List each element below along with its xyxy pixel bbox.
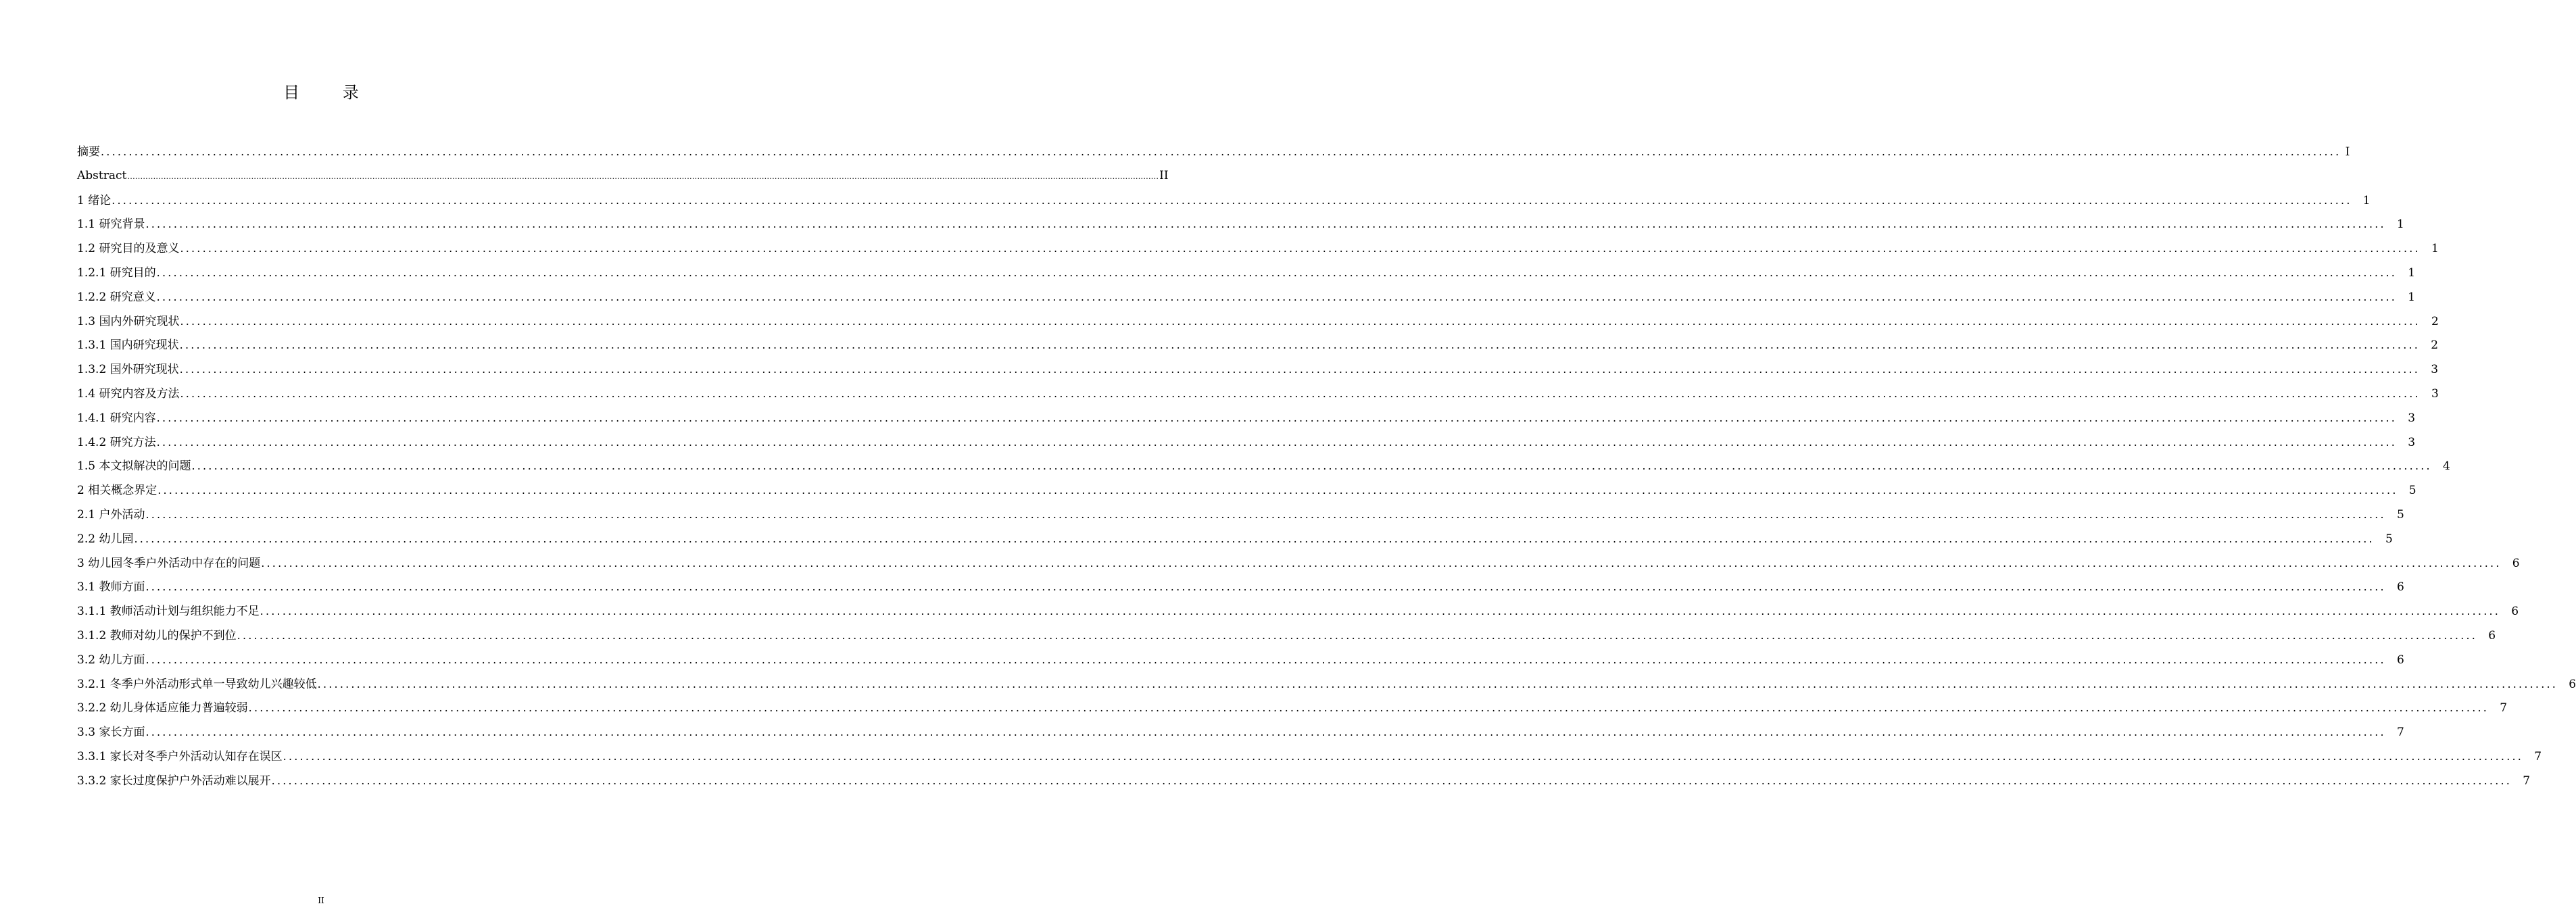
- toc-entry[interactable]: [77, 333, 2439, 357]
- toc-entry-label: 1.3.1 国内研究现状: [77, 338, 179, 353]
- toc-entry[interactable]: [77, 309, 2439, 334]
- toc-leader-dots: ................................................................................................................................................................................................................................................................................................................................................................................................................: [261, 556, 2502, 570]
- toc-leader-dots: ................................................................................................................................................................................................................................................................................................................................................................................................................: [283, 749, 2524, 763]
- toc-leader-dots: ................................................................................................................................................................................................................................................................................................................................................................................................................: [180, 314, 2421, 328]
- toc-leader-dots: ................................................................................................................................................................................................................................................................................................................................................................................................................: [157, 484, 2398, 497]
- toc-leader-dots: ................................................................................................................................................................................................................................................................................................................................................................................................................: [179, 338, 2421, 352]
- toc-leader-dots: ................................................................................................................................................................................................................................................................................................................................................................................................................: [101, 145, 2341, 158]
- table-of-contents: [77, 140, 2576, 793]
- toc-leader-dots: ................................................................................................................................................................................................................................................................................................................................................................................................................: [127, 171, 1159, 181]
- toc-entry[interactable]: [77, 478, 2416, 503]
- toc-entry-page: 6: [2488, 628, 2496, 642]
- toc-leader-dots: ................................................................................................................................................................................................................................................................................................................................................................................................................: [271, 774, 2512, 787]
- toc-entry-page: 2: [2431, 314, 2439, 328]
- toc-leader-dots: ................................................................................................................................................................................................................................................................................................................................................................................................................: [112, 193, 2352, 207]
- toc-leader-dots: ................................................................................................................................................................................................................................................................................................................................................................................................................: [145, 726, 2386, 739]
- toc-leader-dots: ................................................................................................................................................................................................................................................................................................................................................................................................................: [317, 677, 2558, 690]
- toc-entry-label: 2 相关概念界定: [77, 484, 157, 498]
- toc-leader-dots: ................................................................................................................................................................................................................................................................................................................................................................................................................: [156, 411, 2398, 424]
- toc-entry-label: 1.2.2 研究意义: [77, 290, 156, 304]
- toc-entry-page: 6: [2511, 605, 2519, 619]
- toc-entry[interactable]: [77, 648, 2404, 672]
- toc-entry[interactable]: [77, 624, 2496, 648]
- toc-entry-page: 1: [2397, 218, 2404, 232]
- toc-entry-label: 3.2 幼儿方面: [77, 653, 145, 667]
- toc-entry-label: 摘要: [77, 145, 100, 159]
- toc-entry[interactable]: [77, 357, 2439, 382]
- toc-entry-label: 1.4.1 研究内容: [77, 411, 156, 425]
- toc-leader-dots: ................................................................................................................................................................................................................................................................................................................................................................................................................: [156, 435, 2398, 449]
- toc-entry-page: 5: [2385, 532, 2393, 546]
- toc-entry-page: 2: [2431, 338, 2439, 353]
- toc-entry[interactable]: [77, 236, 2439, 261]
- toc-entry[interactable]: [77, 551, 2520, 576]
- page-title: 目 录: [283, 83, 378, 102]
- toc-entry-label: 1.3.2 国外研究现状: [77, 363, 179, 377]
- toc-entry[interactable]: [77, 527, 2393, 551]
- toc-entry-label: 1.4.2 研究方法: [77, 435, 156, 449]
- toc-entry-label: 3.3.2 家长过度保护户外活动难以展开: [77, 774, 271, 788]
- toc-entry[interactable]: [77, 188, 2371, 213]
- toc-entry[interactable]: [77, 672, 2576, 697]
- toc-entry[interactable]: [77, 406, 2416, 430]
- toc-entry-label: 1.4 研究内容及方法: [77, 386, 180, 401]
- toc-leader-dots: ................................................................................................................................................................................................................................................................................................................................................................................................................: [180, 386, 2421, 400]
- toc-entry-page: 1: [2408, 266, 2416, 280]
- toc-entry[interactable]: [77, 769, 2531, 793]
- toc-entry-page: I: [2345, 145, 2350, 159]
- toc-entry[interactable]: [77, 261, 2416, 285]
- toc-leader-dots: ................................................................................................................................................................................................................................................................................................................................................................................................................: [156, 266, 2398, 279]
- toc-entry[interactable]: [77, 285, 2416, 309]
- toc-leader-dots: ................................................................................................................................................................................................................................................................................................................................................................................................................: [179, 363, 2421, 376]
- toc-entry-page: 7: [2523, 774, 2531, 788]
- toc-entry[interactable]: [77, 745, 2542, 769]
- toc-entry-label: 1.2.1 研究目的: [77, 266, 156, 280]
- toc-entry[interactable]: [77, 164, 1169, 188]
- toc-entry-page: 5: [2408, 484, 2416, 498]
- toc-entry-page: 7: [2500, 701, 2508, 715]
- toc-entry-label: 3.3 家长方面: [77, 726, 145, 740]
- toc-entry-label: 1.1 研究背景: [77, 218, 145, 232]
- toc-entry-page: 3: [2431, 363, 2439, 377]
- toc-entry-label: 3.1 教师方面: [77, 580, 145, 595]
- toc-leader-dots: ................................................................................................................................................................................................................................................................................................................................................................................................................: [145, 218, 2386, 231]
- toc-leader-dots: ................................................................................................................................................................................................................................................................................................................................................................................................................: [145, 580, 2386, 594]
- toc-leader-dots: ................................................................................................................................................................................................................................................................................................................................................................................................................: [191, 459, 2432, 473]
- toc-entry-label: 1.5 本文拟解决的问题: [77, 459, 191, 474]
- toc-leader-dots: ................................................................................................................................................................................................................................................................................................................................................................................................................: [248, 701, 2489, 715]
- toc-entry-page: 4: [2443, 459, 2450, 474]
- toc-entry-label: 3.2.1 冬季户外活动形式单一导致幼儿兴趣较低: [77, 677, 317, 691]
- toc-entry[interactable]: [77, 599, 2519, 624]
- toc-entry-page: 7: [2534, 749, 2542, 763]
- toc-leader-dots: ................................................................................................................................................................................................................................................................................................................................................................................................................: [180, 242, 2421, 255]
- toc-entry-label: 3.1.2 教师对幼儿的保护不到位: [77, 628, 237, 642]
- toc-entry-page: 1: [2431, 242, 2439, 256]
- toc-entry-page: 1: [2362, 193, 2371, 207]
- toc-entry-label: 1 绪论: [77, 193, 112, 207]
- toc-entry-label: 2.1 户外活动: [77, 507, 145, 522]
- toc-entry-page: II: [1159, 168, 1169, 182]
- toc-entry-page: 6: [2512, 556, 2520, 570]
- toc-entry[interactable]: [77, 454, 2450, 478]
- toc-entry[interactable]: [77, 696, 2508, 720]
- toc-entry-page: 3: [2408, 435, 2416, 449]
- toc-leader-dots: ................................................................................................................................................................................................................................................................................................................................................................................................................: [260, 605, 2501, 618]
- footer-page-number: II: [318, 896, 324, 905]
- toc-entry[interactable]: [77, 382, 2439, 406]
- toc-leader-dots: ................................................................................................................................................................................................................................................................................................................................................................................................................: [145, 653, 2386, 666]
- toc-leader-dots: ................................................................................................................................................................................................................................................................................................................................................................................................................: [145, 507, 2386, 521]
- toc-entry[interactable]: [77, 575, 2404, 599]
- toc-entry-label: 2.2 幼儿园: [77, 532, 134, 546]
- toc-entry-label: 1.2 研究目的及意义: [77, 242, 180, 256]
- toc-entry-page: 7: [2397, 726, 2404, 740]
- toc-entry-page: 1: [2408, 290, 2416, 304]
- toc-entry-label: 1.3 国内外研究现状: [77, 314, 180, 328]
- toc-leader-dots: ................................................................................................................................................................................................................................................................................................................................................................................................................: [237, 628, 2478, 642]
- toc-entry-label: 3.3.1 家长对冬季户外活动认知存在误区: [77, 749, 283, 763]
- toc-entry[interactable]: [77, 503, 2404, 527]
- toc-entry-label: 3 幼儿园冬季户外活动中存在的问题: [77, 556, 261, 570]
- toc-leader-dots: ................................................................................................................................................................................................................................................................................................................................................................................................................: [134, 532, 2375, 545]
- toc-entry-page: 3: [2408, 411, 2416, 425]
- toc-entry-page: 6: [2397, 580, 2404, 595]
- toc-entry-label: Abstract: [77, 168, 127, 182]
- toc-leader-dots: ................................................................................................................................................................................................................................................................................................................................................................................................................: [156, 290, 2398, 303]
- toc-entry-label: 3.1.1 教师活动计划与组织能力不足: [77, 605, 260, 619]
- toc-entry[interactable]: [77, 212, 2404, 236]
- toc-entry-page: 3: [2431, 386, 2439, 401]
- toc-entry-page: 6: [2569, 677, 2576, 691]
- toc-entry-label: 3.2.2 幼儿身体适应能力普遍较弱: [77, 701, 248, 715]
- toc-entry-page: 5: [2397, 507, 2404, 522]
- toc-entry[interactable]: [77, 720, 2404, 745]
- toc-entry[interactable]: [77, 430, 2416, 455]
- toc-entry[interactable]: [77, 140, 2350, 164]
- toc-entry-page: 6: [2397, 653, 2404, 667]
